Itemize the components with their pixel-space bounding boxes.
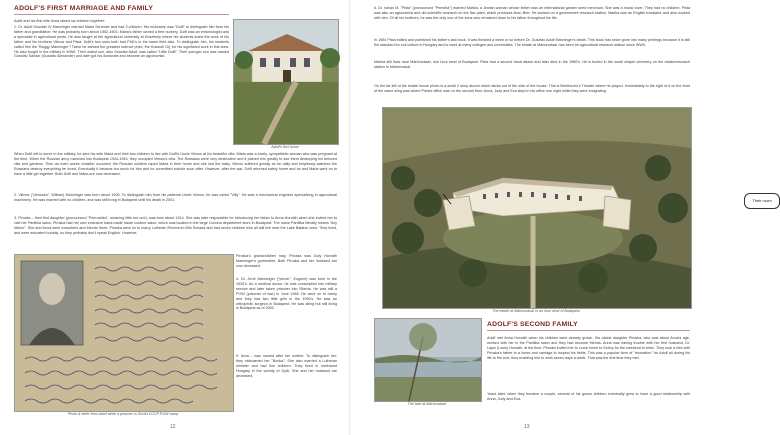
intro-text: Adolf and his first wife Ilona raised six children together: (14, 19, 106, 23)
first-home-photo (233, 19, 339, 145)
lake-caption: The lake at Mártonvásár (407, 402, 447, 406)
child-1-text: 1. Dr. Adolf Gusztáv IV Manninger married Mária Schecter and had 3 children. His nickname was "Dolfi" to distinguish him from his father and grandfather. He was probably born about 1902-1903. Mária's father owned a tree nursery. Dolfi was an entomologist and a specialist in agricultural pests. He also taught at the agricultural university at Keszthely where his students knew the work of his father and his brothers Vilmos and Pista. Dolfi's two sons both had PhD's in the same field also. To distinguish him, his students called him the "Buggy Manninger"! Twice he earned the greatest science prize, the Kossuth Díj, for his significant work in this area. He also fought in the military in WWII. Their oldest son, also Gusztáv Adolf, was called "Little Dolfi". Their younger son was named Gusztáv Sándor (Gusztáv Alexander) and later got his doctorate and became an agronomist. (14, 25, 229, 59)
second-family-text: Adolf met Anna Horváth when his children were already grown. His oldest daughter Piroska, who was about Anna's age, worked with her in the Pántlika salon and they had become friends. Anna was having trouble with her first husband, Dr. Lajos (Louis) Horváth, at the time. Piroska invited her to come home to Szőny for the weekend to relax. They took a ride with Piroska's father in a horse and carriage to inspect his fields. This was a popular form of "recreation" for Adolf all during his life to the end, thus enabling him to work seven days a week. That was the first time they met. (487, 336, 690, 360)
dolfi-story-text: When Dolfi left to serve in the military, he sent his wife Mária and their two children to live with Dolfi's Uncle Vilmos at his beautiful villa. Mária was a lovely, sympathetic woman who was pregnant at the time. When the Russian army marched into Budapest 1944-1945, they occupied Vilmos's villa. The Russians were very destructive and it pained him greatly to see them destroying his beloved villa and gardens. Then an even worse violation occurred; the Russian soldiers raped Mária in their home and she lost the baby. Vilmos suffered greatly as he daily and helplessly watched the Russians destroy everything he loved. Eventually it became too much for him and he committed suicide soon after. However, after the war, Dolfi returned safely home and he and Mária went on to have a little girl together. Both Dolfi and Mária are now deceased. (14, 152, 337, 176)
letter-illustration (15, 255, 233, 411)
their-room-callout: Their room (744, 193, 780, 209)
marika-text: Marika still lives near Mártonvásár, one hour west of Budapest. Pista had a second heart attack and later died in the 1960's. He is buried in the small chapel cemetery on the estate/research station in Mártonvásár. (374, 60, 690, 69)
estate-aerial-caption: The estate at Mártonvásár is an hour west of Budapest (492, 309, 580, 313)
child-3-text: 3. Piroska – their first daughter (pronounced "Peeroshka", meaning little red one), was born about 1914. She was later responsible for introducing her father to Anna Horváth when she invited her to visit her Pántlika salon. Piroska had her own exclusive hand-made haute couture salon, which was located in the large Corvina department store in Budapest. The name Pántlika literally means "tiny ribbon". She and Anna were coworkers and friends there. Piroska went on to marry Lutheran Reverend Ottó Schaad and had seven children who all still live near the Lake Balaton area. They lived, and were educated humbly, so they probably don't speak English. However, (14, 216, 337, 235)
pista-book-text: In 1954 Pista edited and published his father's last book. It was finished a week or so before Dr. Gusztáv Adolf Manninger's death. This book has since gone into many printings because it is still the standard for soil culture in Hungary and is used at many colleges and universities. The estate at Mártonvásár has been an agricultural research station since WWII. (374, 38, 690, 47)
pow-letter-caption: Photo & letter from Adolf while a prisoner in Soviet CCCP POW camp (67, 412, 179, 416)
child-2-text: 2. Vilmos ("vilmoosh", William) Manninger was born about 1905. To distinguish him from his paternal Uncle Vilmos, he was called "Villy". He was a mechanical engineer specializing in agricultural machinery. He was married with no children, and was still living in Budapest until his death in 2001. (14, 193, 337, 202)
first-home-caption: Adolf's first home (271, 145, 299, 149)
child-5-text: 5. Ilona – was named after her mother. To distinguish her, they nicknamed her "Bonka". She also married a Lutheran minister and had five children. They lived in northwest Hungary in the vicinity of Győr. She and her husband are deceased. (236, 354, 337, 378)
child-6-text: 6. Dr. István M. "Pista" (pronounced "Peeshta") married Marika, a Jewish woman whose father was an international garden seed merchant. She was a music lover. They had no children. Pista was also an agronomist and did scientific research on the flax plant, which produces linen fiber. He worked on a government research station. Marika was an English translator and also worked with him. Of all his brothers, he was the only one of the sons who remained close to his father throughout his life. (374, 6, 690, 20)
estate-aerial-photo (382, 107, 692, 309)
estate-illustration (383, 108, 691, 308)
pow-letter-photo (14, 254, 234, 412)
piroska-continued-text: Piroska's grandchildren may. Piroska was Judy Horváth Manninger's godmother. Both Piroska and her husband are now deceased. (236, 254, 337, 268)
second-family-heading: ADOLF'S SECOND FAMILY (487, 320, 690, 330)
beethoven-theater-text: On the far left of the estate house photo is a small 2 story alcove which sticks out of the side of the house. This is Beethoven's Theater where he played. Immediately to the right of it on the front of the same wing was where Pista's office was on the second floor. Anna, Judy and Eva slept in his office one night while they were emigrating. (374, 84, 690, 93)
house-illustration (234, 20, 338, 144)
left-page-number: 12 (170, 424, 176, 430)
lake-illustration (375, 319, 481, 401)
right-page (350, 0, 772, 435)
relationship-text: Years later, when they became a couple, several of his grown children eventually grew to have a good relationship with Anna, Judy and Eva. (487, 392, 690, 401)
first-family-heading: ADOLF'S FIRST MARRIAGE AND FAMILY (14, 4, 229, 14)
left-page (0, 0, 350, 435)
right-page-number: 13 (524, 424, 530, 430)
child-4-text: 4. Dr. Jenő Manninger ("yenoh", Eugene) was born in the 1920's. As a medical doctor, he was conscripted into military service and later taken prisoner into Siberia. He was still a POW (prisoner of war) in June 1948. He went on to marry and they had two little girls in the 1950's. He was an orthopedic surgeon in Budapest. He was ailing but still living in Budapest as of 2002. (236, 277, 337, 311)
lake-photo (374, 318, 482, 402)
